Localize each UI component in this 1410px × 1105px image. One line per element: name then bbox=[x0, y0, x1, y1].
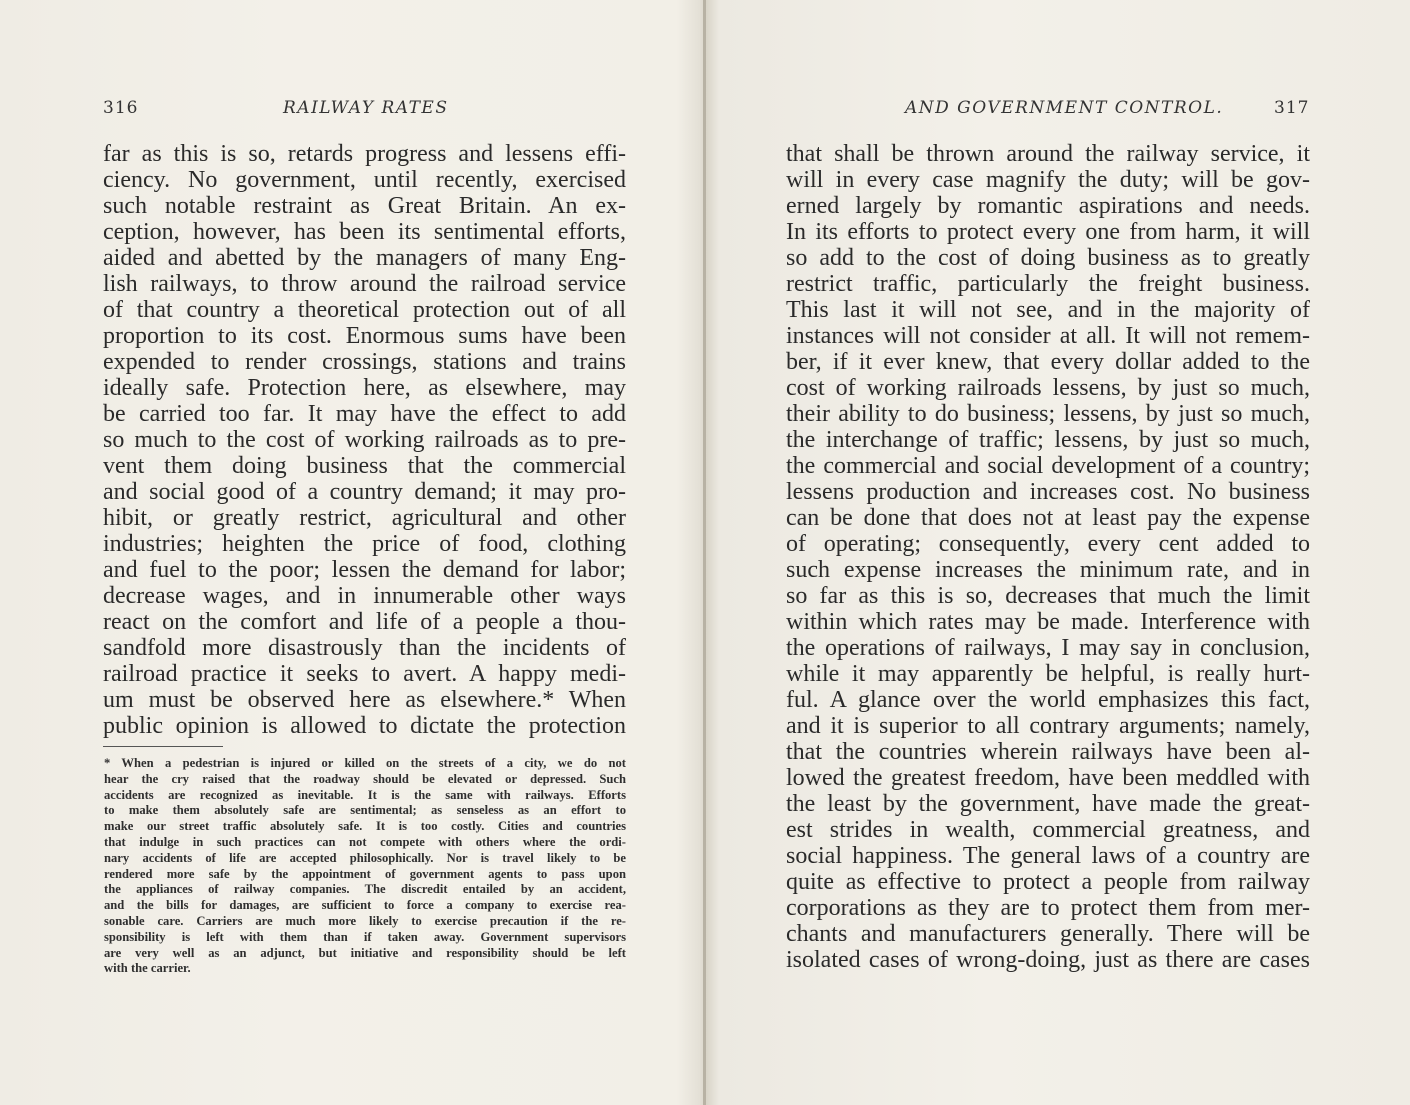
body-line: react on the comfort and life of a people a thou- bbox=[103, 609, 626, 635]
footnote-line: are very well as an adjunct, but initiative and responsibility should be left bbox=[104, 945, 626, 960]
body-line: will in every case magnify the duty; will be gov- bbox=[786, 167, 1310, 193]
body-line: and fuel to the poor; lessen the demand for labor; bbox=[103, 557, 626, 583]
body-line: This last it will not see, and in the majority of bbox=[786, 297, 1310, 323]
body-line: far as this is so, retards progress and lessens effi- bbox=[103, 141, 626, 167]
right-running-title: AND GOVERNMENT CONTROL. bbox=[905, 98, 1224, 118]
body-line: such notable restraint as Great Britain. An ex- bbox=[103, 193, 626, 219]
body-line: ber, if it ever knew, that every dollar added to the bbox=[786, 349, 1310, 375]
body-line: of operating; consequently, every cent added to bbox=[786, 531, 1310, 557]
left-running-title: RAILWAY RATES bbox=[283, 98, 449, 118]
right-page-body bbox=[786, 141, 1310, 973]
body-line: ful. A glance over the world emphasizes this fact, bbox=[786, 687, 1310, 713]
footnote-line: with the carrier. bbox=[104, 961, 191, 976]
body-line: lessens production and increases cost. No business bbox=[786, 479, 1310, 505]
body-line: public opinion is allowed to dictate the protection bbox=[103, 713, 626, 739]
footnote-line: make our street traffic absolutely safe. It is too costly. Cities and countries bbox=[104, 819, 626, 834]
body-line: restrict traffic, particularly the freight business. bbox=[786, 271, 1310, 297]
body-line: quite as effective to protect a people from railway bbox=[786, 869, 1310, 895]
body-line: that the countries wherein railways have been al- bbox=[786, 739, 1310, 765]
left-page bbox=[0, 0, 703, 1105]
footnote-line: that indulge in such practices can not compete with others where the ordi- bbox=[104, 834, 626, 849]
body-line: sandfold more disastrously than the incidents of bbox=[103, 635, 626, 661]
body-line: and social good of a country demand; it may pro- bbox=[103, 479, 626, 505]
body-line: corporations as they are to protect them from mer- bbox=[786, 895, 1310, 921]
body-line: the commercial and social development of a country; bbox=[786, 453, 1310, 479]
right-page-number: 317 bbox=[1274, 98, 1310, 118]
body-line: ideally safe. Protection here, as elsewhere, may bbox=[103, 375, 626, 401]
body-line: est strides in wealth, commercial greatness, and bbox=[786, 817, 1310, 843]
body-line: while it may apparently be helpful, is really hurt- bbox=[786, 661, 1310, 687]
body-line: the interchange of traffic; lessens, by just so much, bbox=[786, 427, 1310, 453]
body-line: such expense increases the minimum rate, and in bbox=[786, 557, 1310, 583]
body-line: that shall be thrown around the railway service, it bbox=[786, 141, 1310, 167]
body-line: the least by the government, have made the great- bbox=[786, 791, 1310, 817]
footnote bbox=[104, 756, 626, 977]
body-line: the operations of railways, I may say in conclusion, bbox=[786, 635, 1310, 661]
body-line: vent them doing business that the commercial bbox=[103, 453, 626, 479]
body-line: isolated cases of wrong-doing, just as there are cases bbox=[786, 947, 1310, 973]
footnote-rule bbox=[103, 746, 223, 747]
body-line: lish railways, to throw around the railroad service bbox=[103, 271, 626, 297]
body-line: um must be observed here as elsewhere.* When bbox=[103, 687, 626, 713]
body-line: be carried too far. It may have the effect to add bbox=[103, 401, 626, 427]
body-line: their ability to do business; lessens, by just so much, bbox=[786, 401, 1310, 427]
body-line: hibit, or greatly restrict, agricultural and other bbox=[103, 505, 626, 531]
body-line: of that country a theoretical protection out of all bbox=[103, 297, 626, 323]
footnote-line: * When a pedestrian is injured or killed on the streets of a city, we do not bbox=[104, 756, 626, 770]
body-line: so far as this is so, decreases that much the limit bbox=[786, 583, 1310, 609]
footnote-line: sonable care. Carriers are much more likely to exercise precaution if the re- bbox=[104, 913, 626, 928]
body-line: expended to render crossings, stations and trains bbox=[103, 349, 626, 375]
body-line: social happiness. The general laws of a country are bbox=[786, 843, 1310, 869]
body-line: industries; heighten the price of food, clothing bbox=[103, 531, 626, 557]
footnote-line: accidents are recognized as inevitable. It is the same with railways. Efforts bbox=[104, 787, 626, 802]
left-page-number: 316 bbox=[103, 98, 139, 118]
body-line: railroad practice it seeks to avert. A happy medi- bbox=[103, 661, 626, 687]
footnote-line: hear the cry raised that the roadway should be elevated or depressed. Such bbox=[104, 771, 626, 786]
body-line: within which rates may be made. Interference with bbox=[786, 609, 1310, 635]
body-line: ciency. No government, until recently, exercised bbox=[103, 167, 626, 193]
body-line: can be done that does not at least pay the expense bbox=[786, 505, 1310, 531]
left-page-body bbox=[103, 141, 626, 739]
body-line: cost of working railroads lessens, by just so much, bbox=[786, 375, 1310, 401]
body-line: erned largely by romantic aspirations and needs. bbox=[786, 193, 1310, 219]
right-page bbox=[706, 0, 1410, 1105]
body-line: chants and manufacturers generally. There will be bbox=[786, 921, 1310, 947]
body-line: so much to the cost of working railroads as to pre- bbox=[103, 427, 626, 453]
body-line: In its efforts to protect every one from harm, it will bbox=[786, 219, 1310, 245]
footnote-line: to make them absolutely safe are sentimental; as senseless as an effort to bbox=[104, 803, 626, 818]
footnote-line: and the bills for damages, are sufficient to force a company to exercise rea- bbox=[104, 898, 626, 913]
footnote-line: nary accidents of life are accepted philosophically. Nor is travel likely to be bbox=[104, 850, 626, 865]
body-line: ception, however, has been its sentimental efforts, bbox=[103, 219, 626, 245]
body-line: and it is superior to all contrary arguments; namely, bbox=[786, 713, 1310, 739]
body-line: decrease wages, and in innumerable other ways bbox=[103, 583, 626, 609]
body-line: aided and abetted by the managers of many Eng- bbox=[103, 245, 626, 271]
body-line: so add to the cost of doing business as to greatly bbox=[786, 245, 1310, 271]
footnote-line: sponsibility is left with them than if taken away. Government supervisors bbox=[104, 929, 626, 944]
footnote-line: the appliances of railway companies. The discredit entailed by an accident, bbox=[104, 882, 626, 897]
body-line: proportion to its cost. Enormous sums have been bbox=[103, 323, 626, 349]
footnote-line: rendered more safe by the appointment of government agents to pass upon bbox=[104, 866, 626, 881]
body-line: lowed the greatest freedom, have been meddled with bbox=[786, 765, 1310, 791]
body-line: instances will not consider at all. It will not remem- bbox=[786, 323, 1310, 349]
